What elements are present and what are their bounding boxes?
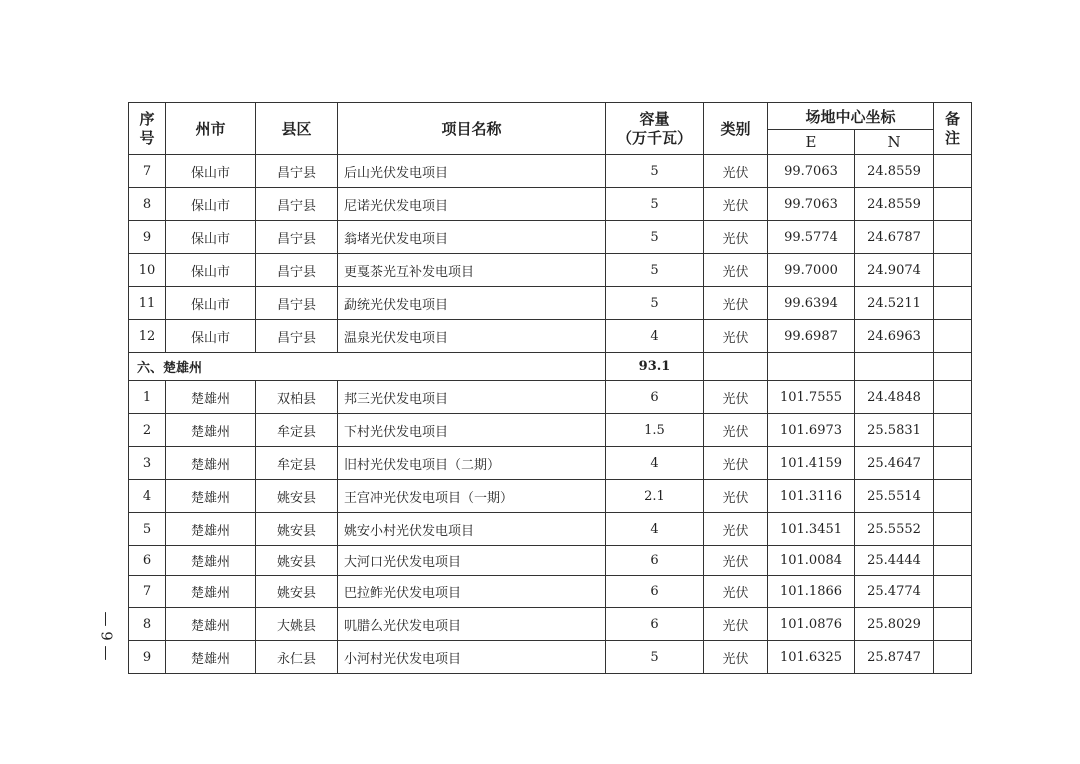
header-seq: 序 号 bbox=[129, 103, 166, 155]
cell-project-name: 翁堵光伏发电项目 bbox=[338, 221, 606, 254]
cell-county: 昌宁县 bbox=[256, 221, 338, 254]
cell-city: 保山市 bbox=[166, 221, 256, 254]
cell-category: 光伏 bbox=[704, 480, 768, 513]
cell-capacity: 4 bbox=[606, 320, 704, 353]
cell-coord-e: 101.6973 bbox=[768, 414, 855, 447]
cell-county: 牟定县 bbox=[256, 414, 338, 447]
project-table bbox=[128, 102, 972, 674]
cell-category: 光伏 bbox=[704, 414, 768, 447]
cell-coord-e: 101.6325 bbox=[768, 641, 855, 674]
cell-category: 光伏 bbox=[704, 287, 768, 320]
cell-county: 昌宁县 bbox=[256, 188, 338, 221]
cell-project-name: 勐统光伏发电项目 bbox=[338, 287, 606, 320]
cell-coord-n: 24.9074 bbox=[855, 254, 934, 287]
cell-project-name: 叽腊么光伏发电项目 bbox=[338, 608, 606, 641]
header-coordinates: 场地中心坐标 bbox=[768, 103, 934, 130]
cell-city: 楚雄州 bbox=[166, 447, 256, 480]
cell-seq: 9 bbox=[129, 221, 166, 254]
cell-coord-e: 99.6394 bbox=[768, 287, 855, 320]
cell-category: 光伏 bbox=[704, 188, 768, 221]
cell-coord-e: 99.7000 bbox=[768, 254, 855, 287]
header-row-1 bbox=[129, 103, 972, 130]
cell-city: 楚雄州 bbox=[166, 608, 256, 641]
cell-coord-n: 25.4647 bbox=[855, 447, 934, 480]
cell-city: 保山市 bbox=[166, 188, 256, 221]
cell-capacity: 6 bbox=[606, 546, 704, 576]
cell-coord-e: 101.0876 bbox=[768, 608, 855, 641]
table-row bbox=[129, 608, 972, 641]
cell-coord-e: 99.6987 bbox=[768, 320, 855, 353]
cell-category: 光伏 bbox=[704, 546, 768, 576]
cell-capacity: 2.1 bbox=[606, 480, 704, 513]
cell-county: 姚安县 bbox=[256, 546, 338, 576]
section-title: 六、楚雄州 bbox=[129, 353, 606, 381]
cell-capacity: 5 bbox=[606, 641, 704, 674]
cell-coord-e: 101.3451 bbox=[768, 513, 855, 546]
cell-category: 光伏 bbox=[704, 576, 768, 608]
cell-category: 光伏 bbox=[704, 381, 768, 414]
cell-seq: 1 bbox=[129, 381, 166, 414]
table-row bbox=[129, 320, 972, 353]
cell-category: 光伏 bbox=[704, 447, 768, 480]
cell-coord-e: 101.4159 bbox=[768, 447, 855, 480]
section-row bbox=[129, 353, 972, 381]
cell-project-name: 尼诺光伏发电项目 bbox=[338, 188, 606, 221]
page-number-text: — 9 — bbox=[98, 611, 116, 661]
cell-county: 昌宁县 bbox=[256, 287, 338, 320]
cell-seq: 5 bbox=[129, 513, 166, 546]
table-row bbox=[129, 546, 972, 576]
header-coord-n: N bbox=[855, 130, 934, 155]
header-coord-e: E bbox=[768, 130, 855, 155]
cell-coord-n: 25.5552 bbox=[855, 513, 934, 546]
cell-category bbox=[704, 353, 768, 381]
cell-coord-e: 101.1866 bbox=[768, 576, 855, 608]
header-remark: 备 注 bbox=[934, 103, 972, 155]
cell-category: 光伏 bbox=[704, 221, 768, 254]
cell-project-name: 后山光伏发电项目 bbox=[338, 155, 606, 188]
cell-remark bbox=[934, 155, 972, 188]
cell-county: 昌宁县 bbox=[256, 254, 338, 287]
cell-remark bbox=[934, 287, 972, 320]
cell-remark bbox=[934, 414, 972, 447]
cell-project-name: 小河村光伏发电项目 bbox=[338, 641, 606, 674]
cell-coord-n: 25.4444 bbox=[855, 546, 934, 576]
header-category: 类别 bbox=[704, 103, 768, 155]
cell-seq: 12 bbox=[129, 320, 166, 353]
cell-remark bbox=[934, 254, 972, 287]
cell-city: 楚雄州 bbox=[166, 641, 256, 674]
cell-seq: 8 bbox=[129, 188, 166, 221]
section-capacity: 93.1 bbox=[606, 353, 704, 381]
cell-coord-e: 99.7063 bbox=[768, 188, 855, 221]
cell-capacity: 5 bbox=[606, 221, 704, 254]
cell-city: 保山市 bbox=[166, 254, 256, 287]
cell-seq: 8 bbox=[129, 608, 166, 641]
cell-coord-n bbox=[855, 353, 934, 381]
table-row bbox=[129, 414, 972, 447]
cell-seq: 7 bbox=[129, 155, 166, 188]
cell-project-name: 下村光伏发电项目 bbox=[338, 414, 606, 447]
cell-coord-n: 25.5831 bbox=[855, 414, 934, 447]
cell-remark bbox=[934, 447, 972, 480]
cell-remark bbox=[934, 576, 972, 608]
table-row bbox=[129, 381, 972, 414]
cell-city: 楚雄州 bbox=[166, 414, 256, 447]
cell-city: 楚雄州 bbox=[166, 576, 256, 608]
cell-capacity: 6 bbox=[606, 576, 704, 608]
cell-county: 牟定县 bbox=[256, 447, 338, 480]
cell-county: 姚安县 bbox=[256, 576, 338, 608]
cell-project-name: 更戛茶光互补发电项目 bbox=[338, 254, 606, 287]
cell-county: 昌宁县 bbox=[256, 155, 338, 188]
cell-city: 楚雄州 bbox=[166, 546, 256, 576]
cell-coord-n: 24.4848 bbox=[855, 381, 934, 414]
cell-category: 光伏 bbox=[704, 155, 768, 188]
cell-county: 姚安县 bbox=[256, 480, 338, 513]
cell-county: 大姚县 bbox=[256, 608, 338, 641]
cell-county: 永仁县 bbox=[256, 641, 338, 674]
cell-city: 楚雄州 bbox=[166, 480, 256, 513]
table-row bbox=[129, 480, 972, 513]
cell-coord-e: 99.7063 bbox=[768, 155, 855, 188]
cell-capacity: 5 bbox=[606, 155, 704, 188]
cell-coord-e: 99.5774 bbox=[768, 221, 855, 254]
cell-county: 姚安县 bbox=[256, 513, 338, 546]
table-row bbox=[129, 447, 972, 480]
cell-category: 光伏 bbox=[704, 320, 768, 353]
cell-coord-n: 25.8747 bbox=[855, 641, 934, 674]
table-row bbox=[129, 188, 972, 221]
cell-project-name: 旧村光伏发电项目（二期） bbox=[338, 447, 606, 480]
cell-remark bbox=[934, 546, 972, 576]
cell-capacity: 6 bbox=[606, 608, 704, 641]
cell-coord-e: 101.7555 bbox=[768, 381, 855, 414]
table-row bbox=[129, 221, 972, 254]
cell-capacity: 1.5 bbox=[606, 414, 704, 447]
cell-project-name: 巴拉鲊光伏发电项目 bbox=[338, 576, 606, 608]
cell-seq: 11 bbox=[129, 287, 166, 320]
cell-coord-n: 24.6787 bbox=[855, 221, 934, 254]
cell-seq: 9 bbox=[129, 641, 166, 674]
table-row bbox=[129, 641, 972, 674]
cell-coord-e: 101.3116 bbox=[768, 480, 855, 513]
cell-project-name: 姚安小村光伏发电项目 bbox=[338, 513, 606, 546]
cell-remark bbox=[934, 480, 972, 513]
cell-coord-e bbox=[768, 353, 855, 381]
cell-category: 光伏 bbox=[704, 641, 768, 674]
cell-project-name: 邦三光伏发电项目 bbox=[338, 381, 606, 414]
cell-capacity: 4 bbox=[606, 447, 704, 480]
cell-seq: 4 bbox=[129, 480, 166, 513]
table-row bbox=[129, 513, 972, 546]
cell-remark bbox=[934, 353, 972, 381]
cell-remark bbox=[934, 608, 972, 641]
cell-category: 光伏 bbox=[704, 513, 768, 546]
cell-coord-n: 24.8559 bbox=[855, 155, 934, 188]
cell-remark bbox=[934, 641, 972, 674]
cell-capacity: 4 bbox=[606, 513, 704, 546]
cell-city: 保山市 bbox=[166, 155, 256, 188]
table-row bbox=[129, 155, 972, 188]
header-city: 州市 bbox=[166, 103, 256, 155]
cell-seq: 10 bbox=[129, 254, 166, 287]
cell-county: 昌宁县 bbox=[256, 320, 338, 353]
page-number bbox=[96, 606, 118, 666]
header-county: 县区 bbox=[256, 103, 338, 155]
cell-category: 光伏 bbox=[704, 254, 768, 287]
header-project-name: 项目名称 bbox=[338, 103, 606, 155]
cell-seq: 6 bbox=[129, 546, 166, 576]
cell-capacity: 5 bbox=[606, 188, 704, 221]
cell-coord-n: 24.5211 bbox=[855, 287, 934, 320]
cell-project-name: 温泉光伏发电项目 bbox=[338, 320, 606, 353]
cell-seq: 2 bbox=[129, 414, 166, 447]
cell-remark bbox=[934, 221, 972, 254]
cell-remark bbox=[934, 513, 972, 546]
cell-coord-n: 25.8029 bbox=[855, 608, 934, 641]
cell-city: 楚雄州 bbox=[166, 513, 256, 546]
table-row bbox=[129, 576, 972, 608]
cell-remark bbox=[934, 188, 972, 221]
cell-city: 保山市 bbox=[166, 287, 256, 320]
table-row bbox=[129, 287, 972, 320]
cell-seq: 3 bbox=[129, 447, 166, 480]
cell-capacity: 6 bbox=[606, 381, 704, 414]
cell-coord-n: 25.5514 bbox=[855, 480, 934, 513]
cell-category: 光伏 bbox=[704, 608, 768, 641]
header-capacity: 容量 （万千瓦） bbox=[606, 103, 704, 155]
cell-coord-n: 25.4774 bbox=[855, 576, 934, 608]
cell-project-name: 大河口光伏发电项目 bbox=[338, 546, 606, 576]
cell-coord-n: 24.8559 bbox=[855, 188, 934, 221]
cell-remark bbox=[934, 320, 972, 353]
table-row bbox=[129, 254, 972, 287]
cell-remark bbox=[934, 381, 972, 414]
cell-coord-n: 24.6963 bbox=[855, 320, 934, 353]
cell-seq: 7 bbox=[129, 576, 166, 608]
cell-coord-e: 101.0084 bbox=[768, 546, 855, 576]
cell-capacity: 5 bbox=[606, 254, 704, 287]
cell-city: 保山市 bbox=[166, 320, 256, 353]
cell-county: 双柏县 bbox=[256, 381, 338, 414]
cell-city: 楚雄州 bbox=[166, 381, 256, 414]
cell-capacity: 5 bbox=[606, 287, 704, 320]
cell-project-name: 王宫冲光伏发电项目（一期） bbox=[338, 480, 606, 513]
